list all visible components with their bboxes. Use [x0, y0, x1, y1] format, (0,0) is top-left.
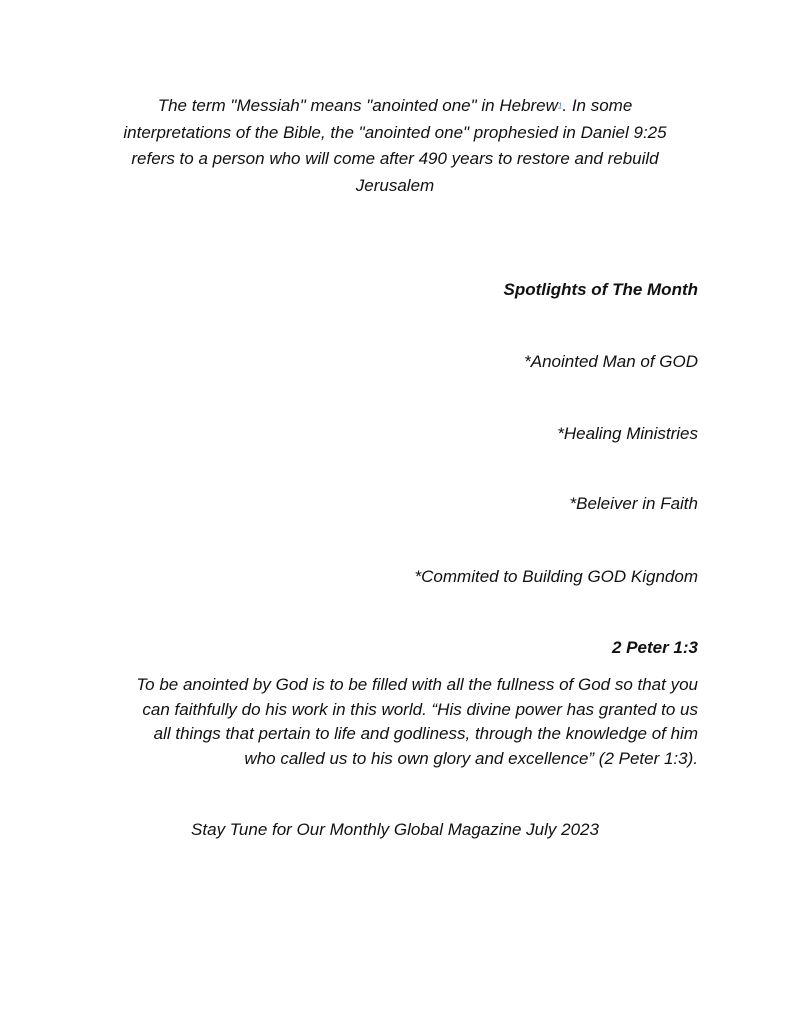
- scripture-line: can faithfully do his work in this world. “His divine power has granted to us: [142, 699, 698, 719]
- spotlights-heading: Spotlights of The Month: [503, 280, 698, 299]
- intro-line: interpretations of the Bible, the "anointed one" prophesied in Daniel 9:25: [123, 122, 667, 142]
- intro-text: The term "Messiah" means "anointed one" in Hebrew: [157, 96, 558, 115]
- spotlight-item: *Healing Ministries: [557, 424, 698, 443]
- spotlight-item: *Anointed Man of GOD: [524, 352, 698, 371]
- intro-line: refers to a person who will come after 490 years to restore and rebuild: [131, 149, 659, 169]
- intro-paragraph: [95, 93, 695, 199]
- intro-line: Jerusalem: [355, 175, 435, 195]
- intro-line: [95, 93, 695, 120]
- scripture-line: who called us to his own glory and excellence” (2 Peter 1:3).: [244, 748, 698, 768]
- footnote-reference[interactable]: 1: [557, 101, 563, 111]
- scripture-reference: 2 Peter 1:3: [612, 638, 698, 657]
- intro-text: . In some: [562, 96, 633, 115]
- scripture-line: all things that pertain to life and godliness, through the knowledge of him: [153, 724, 698, 743]
- scripture-line: To be anointed by God is to be filled with all the fullness of God so that you: [136, 675, 698, 694]
- scripture-paragraph: [95, 673, 698, 771]
- spotlight-item: *Beleiver in Faith: [569, 494, 698, 513]
- closing-announcement: Stay Tune for Our Monthly Global Magazine July 2023: [191, 820, 599, 839]
- spotlight-item: *Commited to Building GOD Kigndom: [414, 567, 698, 586]
